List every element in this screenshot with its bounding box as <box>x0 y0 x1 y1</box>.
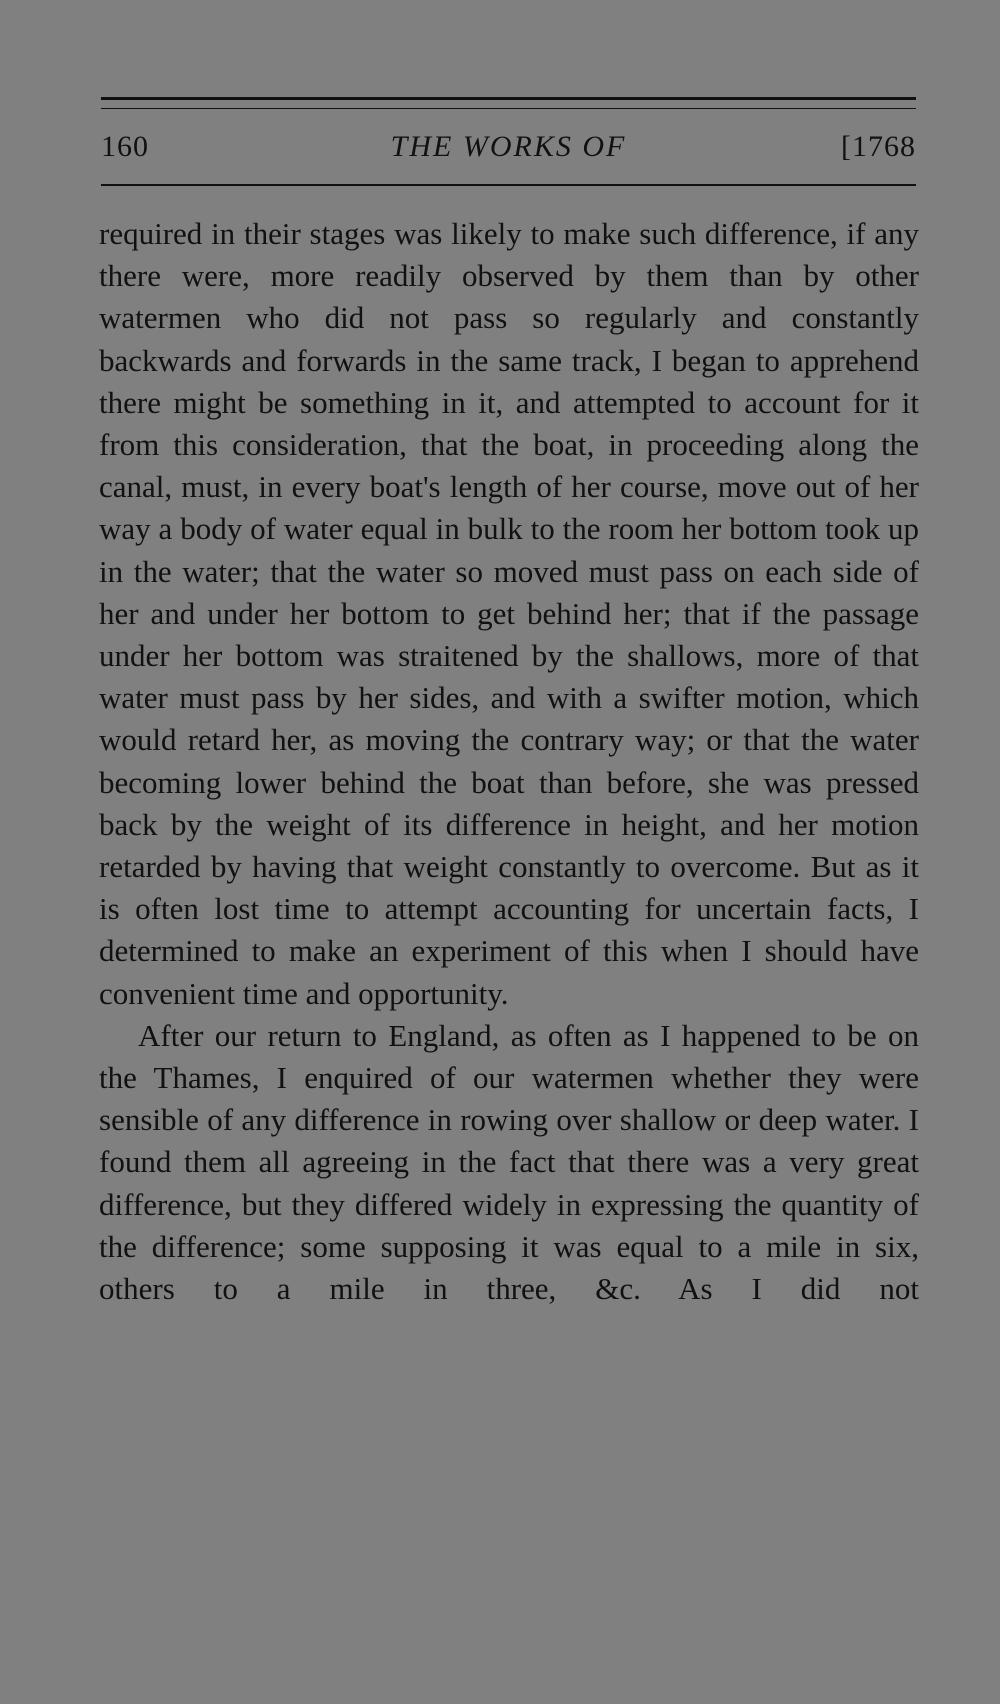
header-rule-top <box>101 97 916 100</box>
body-text <box>99 213 919 1310</box>
paragraph: After our return to England, as often as I happened to be on the Thames, I enquired of our watermen whether they were sensible of any difference in rowing over shallow or deep water. I found them all agreeing in the fact that there was a very great difference, but they differed widely in expressing the quantity of the difference; some supposing it was equal to a mile in six, others to a mile in three, &c. As I did not <box>99 1017 919 1307</box>
header-rule-top-thin <box>101 108 916 109</box>
running-title: THE WORKS OF <box>390 130 627 163</box>
running-header <box>101 127 916 167</box>
paragraph: required in their stages was likely to make such difference, if any there were, more readily observed by them than by other watermen who did not pass so regularly and constantly backwards and forwards in the same track, I began to apprehend there might be something in it, and attempted to account for it from this consideration, that the boat, in proceeding along the canal, must, in every boat's length of her course, move out of her way a body of water equal in bulk to the room her bottom took up in the water; that the water so moved must pass on each side of her and under her bottom to get behind her; that if the passage under her bottom was straitened by the shallows, more of that water must pass by her sides, and with a swifter motion, which would retard her, as moving the contrary way; or that the water becoming lower behind the boat than before, she was pressed back by the weight of its difference in height, and her motion retarded by having that weight constantly to overcome. But as it is often lost time to attempt accounting for uncertain facts, I determined to make an experiment of this when I should have convenient time and opportunity. <box>99 216 919 1011</box>
page-number: 160 <box>101 130 149 163</box>
header-year: [1768 <box>841 130 916 163</box>
header-rule-bottom <box>101 184 916 186</box>
